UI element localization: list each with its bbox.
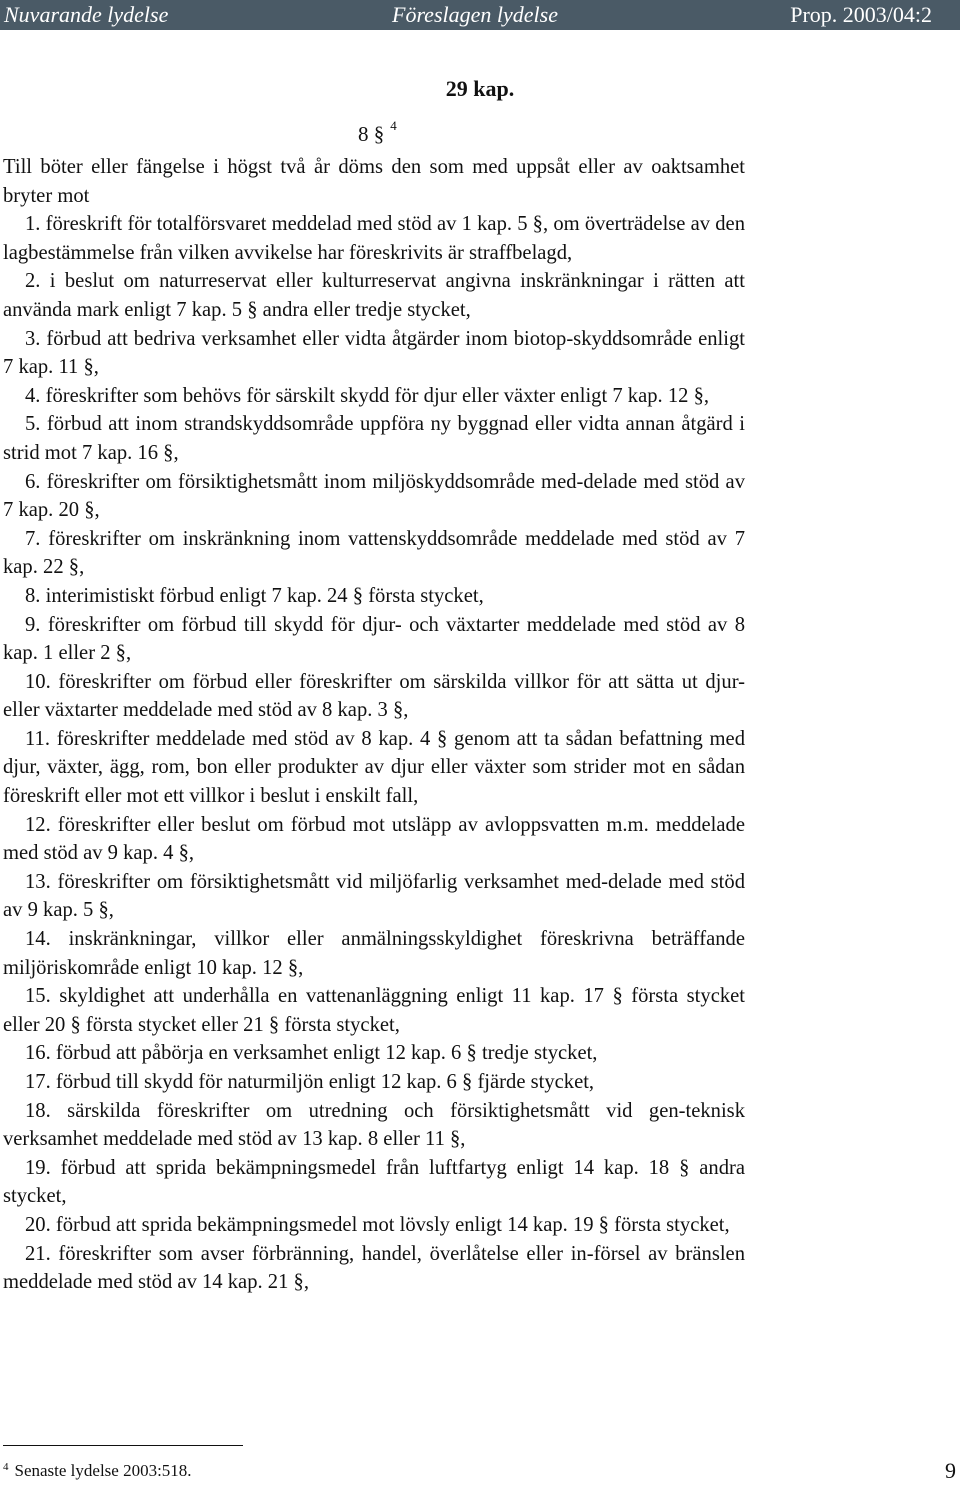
bill-reference: Prop. 2003/04:2	[790, 2, 932, 27]
list-item: 1. föreskrift för totalförsvaret meddelad med stöd av 1 kap. 5 §, om överträdelse av den lagbestämmelse från vilken avvikelse har föreskrivits är straffbelagd,	[3, 213, 745, 264]
list-item: 21. föreskrifter som avser förbränning, handel, överlåtelse eller in-försel av bränslen meddelade med stöd av 14 kap. 21 §,	[3, 1242, 745, 1294]
footnote-divider	[3, 1445, 243, 1446]
list-item: 3. förbud att bedriva verksamhet eller vidta åtgärder inom biotop-skyddsområde enligt 7 kap. 11 §,	[3, 327, 745, 379]
list-item: 7. föreskrifter om inskränkning inom vattenskyddsområde meddelade med stöd av 7 kap. 22 §,	[3, 527, 745, 579]
list-item: 18. särskilda föreskrifter om utredning och försiktighetsmått vid gen-teknisk verksamhet meddelade med stöd av 13 kap. 8 eller 11 §,	[3, 1099, 745, 1151]
current-wording-label: Nuvarande lydelse	[4, 2, 169, 27]
footnote-reference: 4	[390, 118, 397, 133]
footnote-text: Senaste lydelse 2003:518.	[14, 1461, 192, 1480]
list-item: 5. förbud att inom strandskyddsområde uppföra ny byggnad eller vidta annan åtgärd i strid mot 7 kap. 16 §,	[3, 413, 745, 464]
list-item: 8. interimistiskt förbud enligt 7 kap. 24 § första stycket,	[25, 584, 484, 607]
list-item: 16. förbud att påbörja en verksamhet enligt 12 kap. 6 § tredje stycket,	[25, 1042, 598, 1065]
intro-paragraph: Till böter eller fängelse i högst två år döms den som med uppsåt eller av oaktsamhet bryter mot	[3, 156, 745, 207]
footnote	[3, 1460, 192, 1482]
list-item: 13. föreskrifter om försiktighetsmått vid miljöfarlig verksamhet med-delade med stöd av 9 kap. 5 §,	[3, 870, 745, 922]
list-item: 4. föreskrifter som behövs för särskilt skydd för djur eller växter enligt 7 kap. 12 §,	[25, 384, 710, 407]
statute-text	[3, 153, 745, 1297]
list-item: 14. inskränkningar, villkor eller anmälningsskyldighet föreskrivna beträffande miljöriskområde enligt 10 kap. 12 §,	[3, 928, 745, 979]
list-item: 9. föreskrifter om förbud till skydd för djur- och växtarter meddelade med stöd av 8 kap. 1 eller 2 §,	[3, 613, 745, 665]
list-item: 11. föreskrifter meddelade med stöd av 8 kap. 4 § genom att ta sådan befattning med djur, växter, ägg, rom, bon eller produkter av djur eller växter som strider mot en sådan föreskrift eller mot ett villkor i beslut i enskilt fall,	[3, 727, 745, 808]
chapter-heading: 29 kap.	[445, 76, 515, 101]
list-item: 10. föreskrifter om förbud eller föreskrifter om särskilda villkor för att sätta ut djur- eller växtarter meddelade med stöd av 8 kap. 3 §,	[3, 670, 745, 722]
list-item: 19. förbud att sprida bekämpningsmedel från luftfartyg enligt 14 kap. 18 § andra stycket,	[3, 1156, 745, 1208]
list-item: 12. föreskrifter eller beslut om förbud mot utsläpp av avloppsvatten m.m. meddelade med stöd av 9 kap. 4 §,	[3, 813, 745, 865]
header-bar	[0, 0, 960, 30]
list-item: 20. förbud att sprida bekämpningsmedel mot lövsly enligt 14 kap. 19 § första stycket,	[25, 1213, 730, 1236]
list-item: 15. skyldighet att underhålla en vattenanläggning enligt 11 kap. 17 § första stycket eller 20 § första stycket eller 21 § första stycket,	[3, 985, 745, 1036]
proposed-wording-label: Föreslagen lydelse	[392, 2, 558, 27]
page-number: 9	[945, 1458, 956, 1483]
list-item: 17. förbud till skydd för naturmiljön enligt 12 kap. 6 § fjärde stycket,	[25, 1071, 595, 1093]
list-item: 2. i beslut om naturreservat eller kulturreservat angivna inskränkningar i rätten att använda mark enligt 7 kap. 5 § andra eller tredje stycket,	[3, 270, 745, 321]
section-heading	[358, 120, 397, 148]
footnote-mark: 4	[3, 1461, 9, 1473]
section-number: 8 §	[358, 122, 385, 146]
list-item: 6. föreskrifter om försiktighetsmått inom miljöskyddsområde med-delade med stöd av 7 kap. 20 §,	[3, 470, 745, 522]
